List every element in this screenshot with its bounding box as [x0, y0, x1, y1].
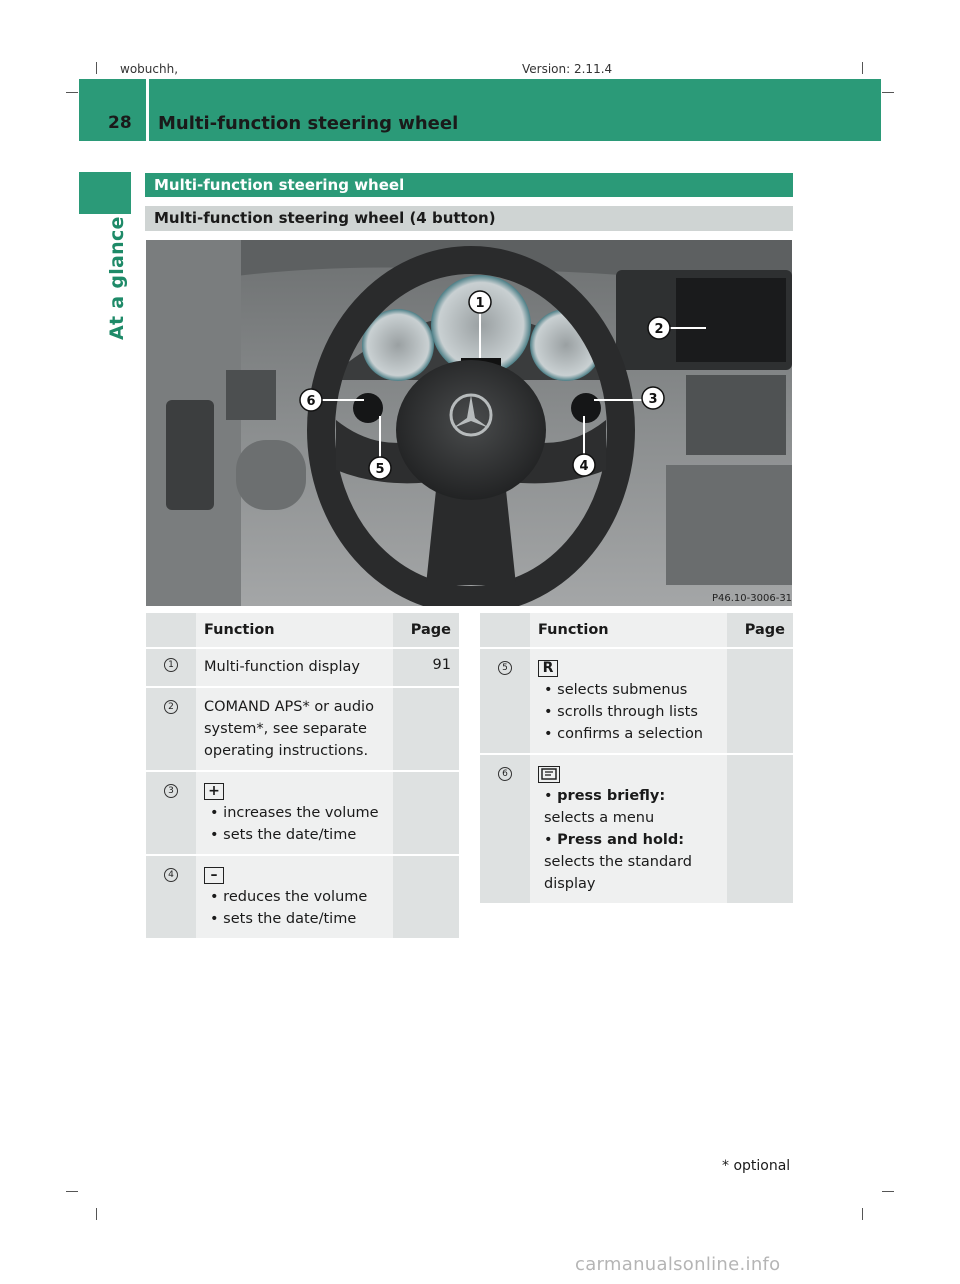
callout-number: 1 — [164, 658, 178, 672]
header-num-cell — [146, 613, 196, 648]
header-function: Function — [196, 613, 393, 648]
svg-text:2: 2 — [654, 322, 664, 337]
version-label: Version: 2.11.4 — [522, 62, 613, 76]
side-tab-label: At a glance — [106, 216, 128, 340]
bullet-item: • selects submenus — [544, 682, 688, 698]
function-table-right — [480, 613, 793, 905]
header-divider — [146, 79, 149, 141]
function-table-left — [146, 613, 459, 940]
ok-button-icon: R — [538, 660, 558, 677]
bullet-item: • Press and hold: selects the standard display — [544, 832, 692, 892]
svg-text:4: 4 — [579, 459, 589, 474]
bullet-item: • sets the date/time — [210, 911, 357, 927]
section-subtitle: Multi-function steering wheel (4 button) — [145, 206, 793, 231]
callout-number: 6 — [498, 767, 512, 781]
bullet-item: • reduces the volume — [210, 889, 368, 905]
header-num-cell — [480, 613, 530, 648]
svg-text:5: 5 — [375, 462, 385, 477]
side-tab — [79, 172, 131, 214]
footnote-optional: * optional — [722, 1158, 791, 1174]
function-text: COMAND APS* or audio system*, see separate operating instructions. — [204, 699, 374, 759]
page-title: Multi-function steering wheel — [158, 113, 459, 134]
page-ref — [393, 688, 459, 698]
page-number: 28 — [108, 113, 132, 133]
header-page: Page — [393, 613, 459, 648]
bullet-item: • scrolls through lists — [544, 704, 698, 720]
bullet-item: • confirms a selection — [544, 726, 704, 742]
header-function: Function — [530, 613, 727, 648]
photo-code: P46.10-3006-31 — [712, 593, 792, 604]
steering-wheel-photo — [146, 240, 792, 606]
bullet-item: • increases the volume — [210, 805, 379, 821]
page-ref — [727, 649, 793, 659]
bullet-item: • press briefly: selects a menu — [544, 788, 666, 826]
plus-button-icon: + — [204, 783, 224, 800]
table-row — [480, 754, 793, 904]
callout-number: 3 — [164, 784, 178, 798]
minus-button-icon: – — [204, 867, 224, 884]
watermark: carmanualsonline.info — [575, 1254, 781, 1275]
table-row — [146, 855, 459, 939]
bullet-item: • sets the date/time — [210, 827, 357, 843]
menu-button-icon — [538, 766, 560, 783]
table-row — [146, 648, 459, 687]
table-row — [146, 687, 459, 771]
page-ref — [393, 772, 459, 782]
table-row — [480, 648, 793, 754]
section-title: Multi-function steering wheel — [145, 173, 793, 197]
file-owner-label: wobuchh, — [120, 62, 179, 76]
page-ref — [393, 856, 459, 866]
callout-number: 2 — [164, 700, 178, 714]
header-page: Page — [727, 613, 793, 648]
svg-text:1: 1 — [475, 296, 485, 311]
table-row — [146, 771, 459, 855]
page-ref — [727, 755, 793, 765]
svg-text:3: 3 — [648, 392, 658, 407]
callout-number: 4 — [164, 868, 178, 882]
function-text: Multi-function display — [204, 659, 361, 675]
page-ref: 91 — [432, 657, 451, 673]
callout-number: 5 — [498, 661, 512, 675]
svg-text:6: 6 — [306, 394, 316, 409]
